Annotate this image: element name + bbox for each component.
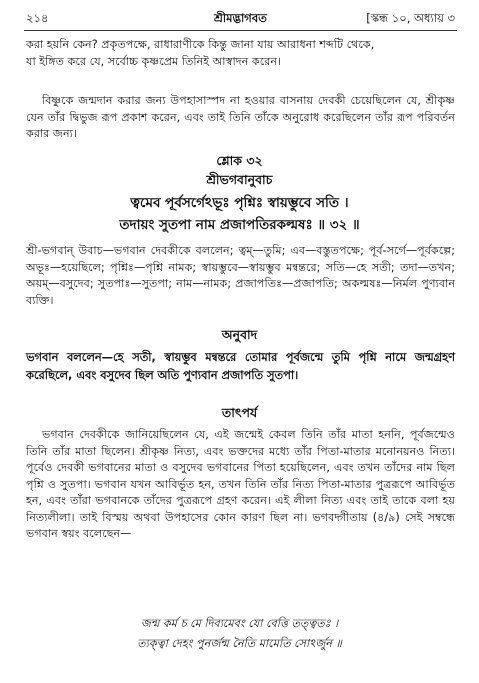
intro-paragraph (26, 37, 455, 70)
section-reference: [স্কন্ধ ১০, অধ্যায় ৩ (366, 11, 455, 25)
gita-quote-line-1: জন্ম কর্ম চ মে দিব্যমেবং যো বেত্তি তত্ত্বতঃ । (140, 617, 339, 630)
shloka-speaker: শ্রীভগবানুবাচ (206, 172, 273, 187)
header-rule (24, 30, 457, 31)
page-header (26, 10, 455, 28)
translation-text: ভগবান বললেন—হে সতী, স্বায়ম্ভুব মন্বন্তরে তোমার পূর্বজন্মে তুমি পৃশ্নি নামে জন্মগ্রহণ করেছিলে, এবং বসুদেব ছিল অতি পুণ্যবান প্রজাপতি সুতপা। (26, 350, 455, 382)
intro-line-1: করা হয়নি কেন? প্রকৃতপক্ষে, রাধারাণীকে কিন্তু জানা যায় আরাধনা শব্দটি থেকে, (26, 38, 375, 51)
page-number: ২১৪ (26, 11, 49, 25)
intro-line-2: যা ইঙ্গিত করে যে, সর্বোচ্চ কৃষ্ণপ্রেম তিনিই আস্বাদন করেন। (26, 54, 282, 68)
purport-text: ভগবান দেবকীকে জানিয়েছিলেন যে, এই জন্মেই কেবল তিনি তাঁর মাতা হননি, পূর্বজন্মেও তিনি তাঁর মাতা ছিলেন। শ্রীকৃষ্ণ নিত্য, এবং ভক্তদের মধ্যে তাঁর পিতা-মাতার মনোনয়নও নিত্য। পূর্বেও দেবকী ভগবানের মাতা ও বসুদেব ভগবানের পিতা হয়েছিলেন, এবং তখন তাঁদের নাম ছিল পৃশ্নি ও সুতপা। ভগবান যখন আবির্ভূত হন, তখন তিনি তাঁর নিত্য পিতা-মাতার পুত্ররূপে আবির্ভূত হন, এবং তাঁরা ভগবানকে তাঁদের পুত্ররূপে গ্রহণ করেন। এই লীলা নিত্য এবং তাই তাকে বলা হয় নিত্যলীলা। তাই বিস্ময় অথবা উপহাসের কোন কারণ ছিল না। ভগবদ্গীতায় (৪/৯) সেই সম্বন্ধে ভগবান স্বয়ং বলেছেন— (26, 428, 455, 540)
purport-heading: তাৎপর্য (221, 405, 258, 420)
verse-line-2: তদায়ং সুতপা নাম প্রজাপতিরকল্মষঃ ॥ ৩২ ॥ (119, 217, 360, 233)
synonyms: শ্রী-ভগবান্ উবাচ—ভগবান দেবকীকে বললেন; ত্বম্—তুমি; এব—বস্তুতপক্ষে; পূর্ব-সর্গে—পূর্বকল্পে; অভূঃ—হয়েছিলে; পৃশ্নিঃ—পৃশ্নি নামক; স্বায়ম্ভুবে—স্বায়ম্ভুব মন্বন্তরে; সতি—হে সতী; তদা—তখন; অয়ম্—বসুদেব; সুতপাঃ—সুতপা; নাম—নামক; প্রজাপতিঃ—প্রজাপতি; অকল্মষঃ—নির্মল পুণ্যবান ব্যক্তি। (26, 244, 455, 307)
verse-line-1: ত্বমেব পূর্বসর্গেঽভূঃ পৃশ্নিঃ স্বায়ম্ভুবে সতি । (130, 195, 349, 211)
gita-quote-line-2: ত্যক্ত্বা দেহং পুনর্জন্ম নৈতি মামেতি সোঽর্জুন ॥ (137, 637, 342, 650)
book-title: শ্রীমদ্ভাগবত (214, 11, 267, 25)
shloka-title: শ্লোক ৩২ (216, 153, 263, 168)
intro-paragraph-2: বিষ্ণুকে জন্মদান করার জন্য উপহাসাস্পদ না হওয়ার বাসনায় দেবকী চেয়েছিলেন যে, শ্রীকৃষ্ণ যেন তাঁর দ্বিভুজ রূপ প্রকাশ করেন, এবং তাই তিনি তাঁকে অনুরোধ করেছিলেন তাঁর রূপ পরিবর্তন করার জন্য। (26, 94, 455, 140)
translation-heading: অনুবাদ (221, 327, 258, 342)
